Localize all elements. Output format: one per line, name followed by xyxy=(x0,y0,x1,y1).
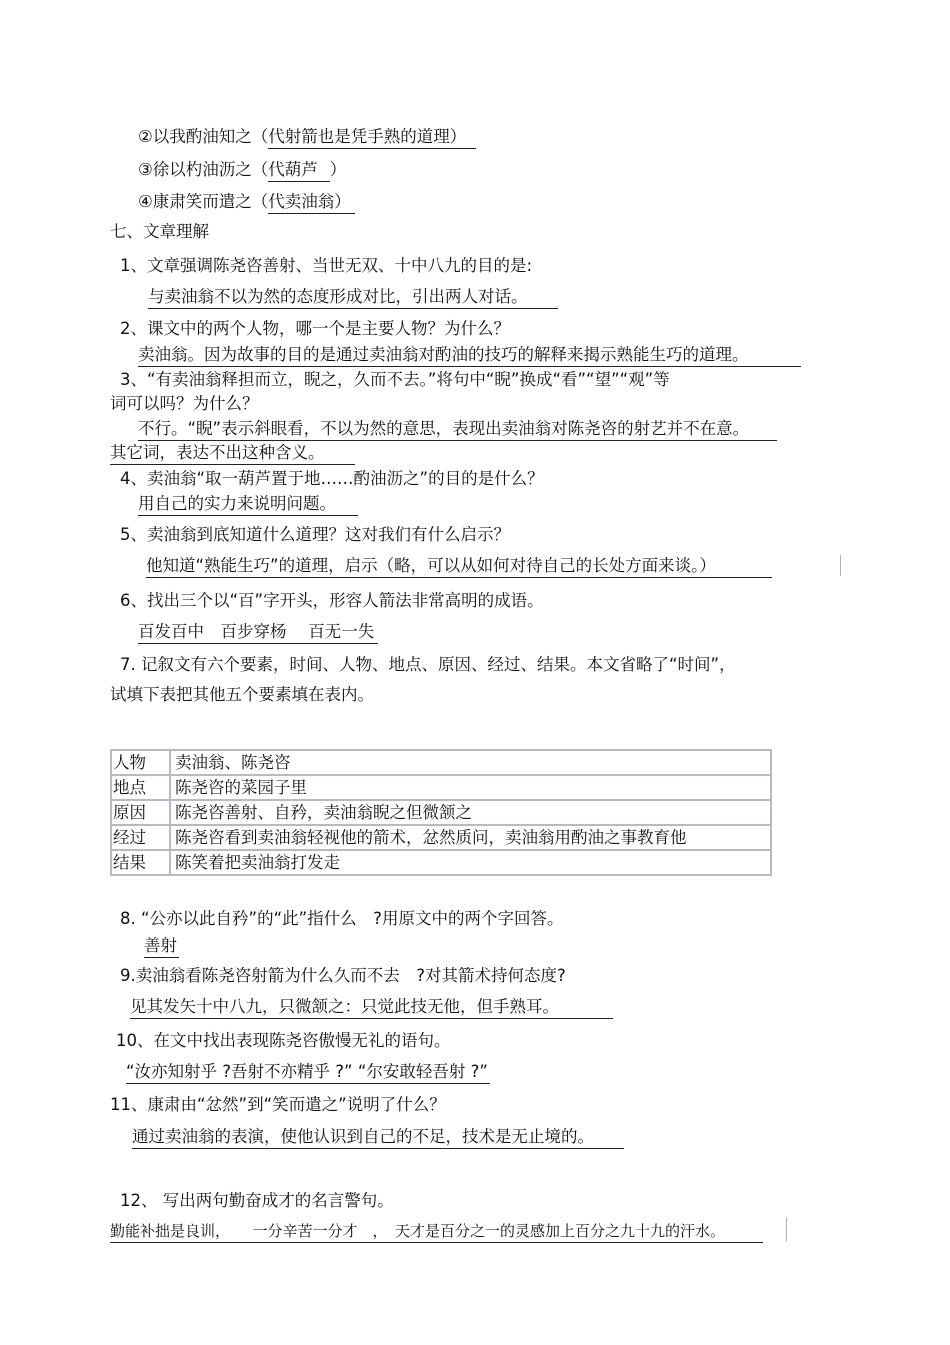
table-value: 陈尧咨的菜园子里 xyxy=(170,775,771,800)
q6-answer-text: 百发百中 百步穿杨 百无一失 xyxy=(138,621,378,644)
q9-answer xyxy=(130,996,613,1019)
q2-answer xyxy=(138,344,801,367)
q6-answer xyxy=(138,621,378,644)
q11-answer xyxy=(132,1126,624,1149)
q2-answer-text: 卖油翁。因为故事的目的是通过卖油翁对酌油的技巧的解释来揭示熟能生巧的道理。 xyxy=(138,344,801,367)
q5-answer xyxy=(146,555,772,578)
q1-question: 1、文章强调陈尧咨善射、当世无双、十中八九的目的是: xyxy=(120,256,533,275)
item-4-question: ④康肃笑而遣之（ xyxy=(138,192,269,211)
table-key: 地点 xyxy=(111,775,170,800)
q3-answer-line2 xyxy=(110,442,355,465)
q8-answer-text: 善射 xyxy=(144,935,179,958)
q7-question-line1: 7. 记叙文有六个要素，时间、人物、地点、原因、经过、结果。本文省略了“时间”， xyxy=(120,655,736,674)
q4-answer-text: 用自己的实力来说明问题。 xyxy=(138,493,358,516)
item-2-question: ②以我酌油知之（ xyxy=(138,127,269,146)
table-value: 陈尧咨善射、自矜，卖油翁睨之但微颔之 xyxy=(170,800,771,825)
q11-question: 11、康肃由“忿然”到“笑而遣之”说明了什么？ xyxy=(110,1095,446,1114)
q5-answer-text: 他知道“熟能生巧”的道理，启示（略，可以从如何对待自己的长处方面来谈。） xyxy=(146,555,772,578)
q9-answer-text: 见其发矢十中八九，只微颔之：只觉此技无他，但手熟耳。 xyxy=(130,996,613,1019)
q3-answer-line1 xyxy=(138,418,777,441)
item-3-answer: 代葫芦 xyxy=(268,159,330,182)
table-key: 结果 xyxy=(111,850,170,875)
q4-question: 4、卖油翁“取一葫芦置于地……酌油沥之”的目的是什么？ xyxy=(120,469,544,488)
q3-question-line1: 3、“有卖油翁释担而立，睨之，久而不去。”将句中“睨”换成“看”“望”“观”等 xyxy=(120,370,670,389)
item-3-question: ③徐以杓油沥之（ xyxy=(138,160,269,179)
q5-question: 5、卖油翁到底知道什么道理？这对我们有什么启示？ xyxy=(120,525,510,544)
q1-answer xyxy=(148,286,558,309)
q3-answer-text2: 其它词，表达不出这种含义。 xyxy=(110,442,355,465)
q12-box-edge xyxy=(786,1217,787,1241)
q12-question: 12、 写出两句勤奋成才的名言警句。 xyxy=(120,1191,394,1210)
item-2-answer: 代射箭也是凭手熟的道理） xyxy=(268,126,476,149)
section-title: 七、文章理解 xyxy=(110,222,209,241)
table-value: 卖油翁、陈尧咨 xyxy=(170,750,771,775)
q12-answer xyxy=(110,1220,763,1243)
q7-question-line2: 试填下表把其他五个要素填在表内。 xyxy=(110,685,374,704)
q3-question-line2: 词可以吗？为什么？ xyxy=(110,394,259,413)
table-row xyxy=(111,850,771,875)
table-row xyxy=(111,775,771,800)
item-2 xyxy=(138,126,476,149)
item-3-tail: ） xyxy=(329,160,347,179)
q11-answer-text: 通过卖油翁的表演，使他认识到自己的不足，技术是无止境的。 xyxy=(132,1126,624,1149)
q10-question: 10、在文中找出表现陈尧咨傲慢无礼的语句。 xyxy=(116,1031,451,1050)
q6-question: 6、找出三个以“百”字开头，形容人箭法非常高明的成语。 xyxy=(120,591,544,610)
item-3 xyxy=(138,159,346,182)
q10-answer-text: “汝亦知射乎 ?吾射不亦精乎 ?” “尔安敢轻吾射 ?” xyxy=(126,1061,490,1084)
q4-answer xyxy=(138,493,358,516)
table-row xyxy=(111,800,771,825)
q9-question: 9.卖油翁看陈尧咨射箭为什么久而不去 ?对其箭术持何态度? xyxy=(120,966,566,985)
q8-question: 8. “公亦以此自矜”的“此”指什么 ?用原文中的两个字回答。 xyxy=(120,909,564,928)
table-key: 人物 xyxy=(111,750,170,775)
table-row xyxy=(111,750,771,775)
q10-answer xyxy=(126,1061,490,1084)
table-value: 陈笑着把卖油翁打发走 xyxy=(170,850,771,875)
table-key: 原因 xyxy=(111,800,170,825)
q12-answer-text: 勤能补拙是良训， 一分辛苦一分才 ， 天才是百分之一的灵感加上百分之九十九的汗水。 xyxy=(110,1220,763,1243)
table-key: 经过 xyxy=(111,825,170,850)
q1-answer-text: 与卖油翁不以为然的态度形成对比，引出两人对话。 xyxy=(148,286,558,309)
q8-answer xyxy=(144,935,179,958)
table-row xyxy=(111,825,771,850)
item-4-answer: 代卖油翁） xyxy=(268,191,355,214)
q5-box-edge xyxy=(840,555,841,576)
q2-question: 2、课文中的两个人物，哪一个是主要人物？为什么？ xyxy=(120,319,510,338)
q3-answer-text1: 不行。“睨”表示斜眼看，不以为然的意思，表现出卖油翁对陈尧咨的射艺并不在意。 xyxy=(138,418,777,441)
table-value: 陈尧咨看到卖油翁轻视他的箭术，忿然质问，卖油翁用酌油之事教育他 xyxy=(170,825,771,850)
elements-table xyxy=(110,749,772,876)
item-4 xyxy=(138,191,355,214)
